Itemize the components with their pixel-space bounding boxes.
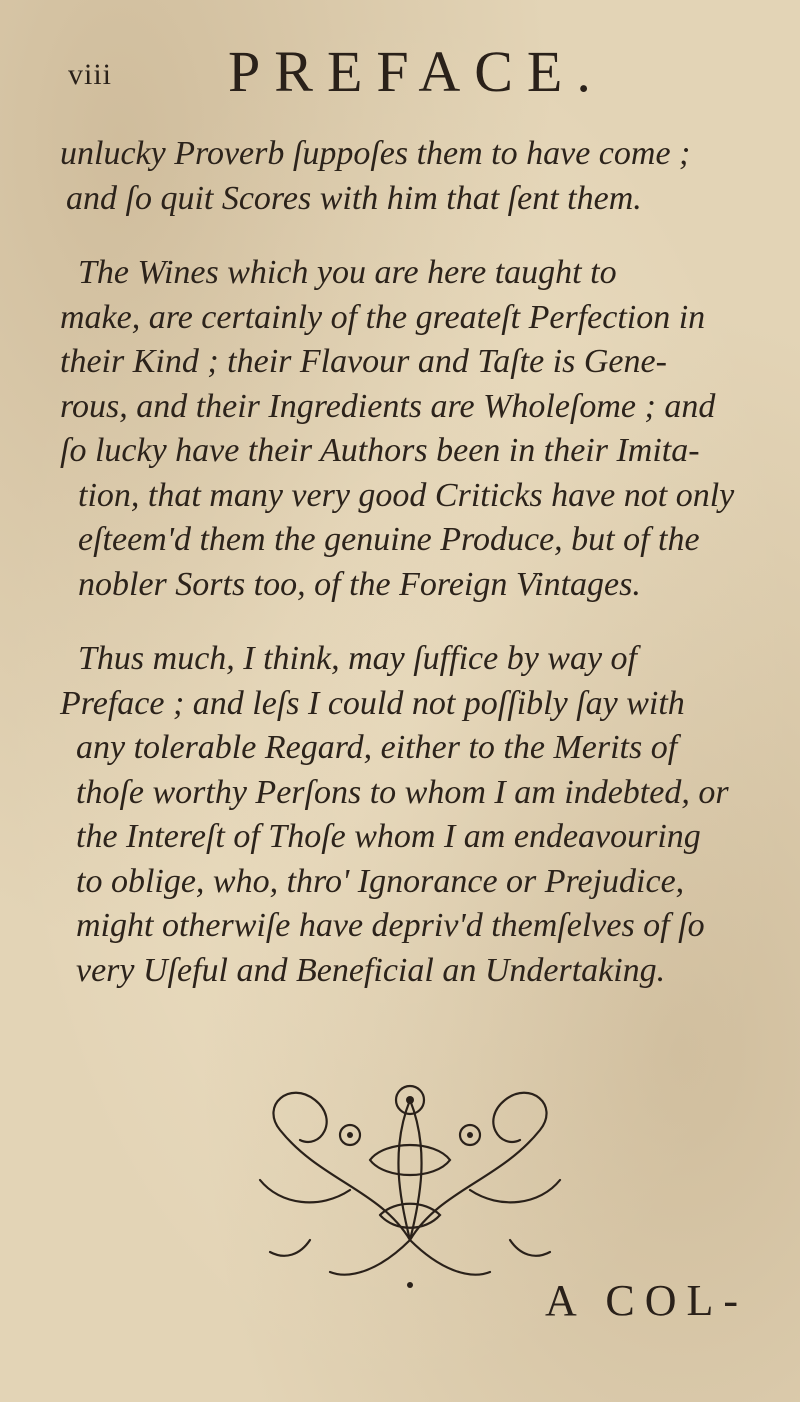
text-line: nobler Sorts too, of the Foreign Vintages. bbox=[78, 565, 641, 603]
text-line: the Intereſt of Thoſe whom I am endeavouring bbox=[76, 818, 701, 855]
text-line: eſteem'd them the genuine Produce, but of the bbox=[78, 521, 700, 558]
body-text bbox=[60, 132, 750, 993]
paragraph-continued bbox=[60, 132, 750, 221]
text-line: make, are certainly of the greateſt Perfection in bbox=[60, 298, 706, 336]
text-line: Preface ; and leſs I could not poſſibly ſay with bbox=[60, 684, 685, 722]
running-head: PREFACE. bbox=[228, 39, 605, 104]
page-number: viii bbox=[68, 58, 113, 91]
text-line: The Wines which you are here taught to bbox=[78, 254, 617, 291]
text-line: very Uſeful and Beneficial an Undertaking. bbox=[76, 951, 666, 989]
text-line: tion, that many very good Criticks have not only bbox=[78, 476, 735, 514]
paragraph-wines bbox=[60, 251, 750, 607]
text-line: and ſo quit Scores with him that ſent them. bbox=[66, 179, 642, 217]
floral-tailpiece-ornament-icon bbox=[200, 1040, 620, 1310]
text-line: might otherwiſe have depriv'd themſelves of ſo bbox=[76, 907, 705, 944]
text-line: thoſe worthy Perſons to whom I am indebted, or bbox=[76, 773, 729, 811]
text-line: Thus much, I think, may ſuffice by way of bbox=[78, 640, 638, 677]
paragraph-thus-much bbox=[60, 637, 750, 993]
text-line: unlucky Proverb ſuppoſes them to have come ; bbox=[60, 135, 691, 172]
text-line: any tolerable Regard, either to the Merits of bbox=[76, 729, 678, 766]
text-line: to oblige, who, thro' Ignorance or Prejudice, bbox=[76, 862, 685, 900]
catchword: A COL- bbox=[545, 1276, 748, 1325]
text-line: ſo lucky have their Authors been in their Imita- bbox=[60, 432, 700, 469]
text-line: rous, and their Ingredients are Wholeſome ; and bbox=[60, 387, 716, 425]
text-line: their Kind ; their Flavour and Taſte is Gene- bbox=[60, 343, 667, 380]
